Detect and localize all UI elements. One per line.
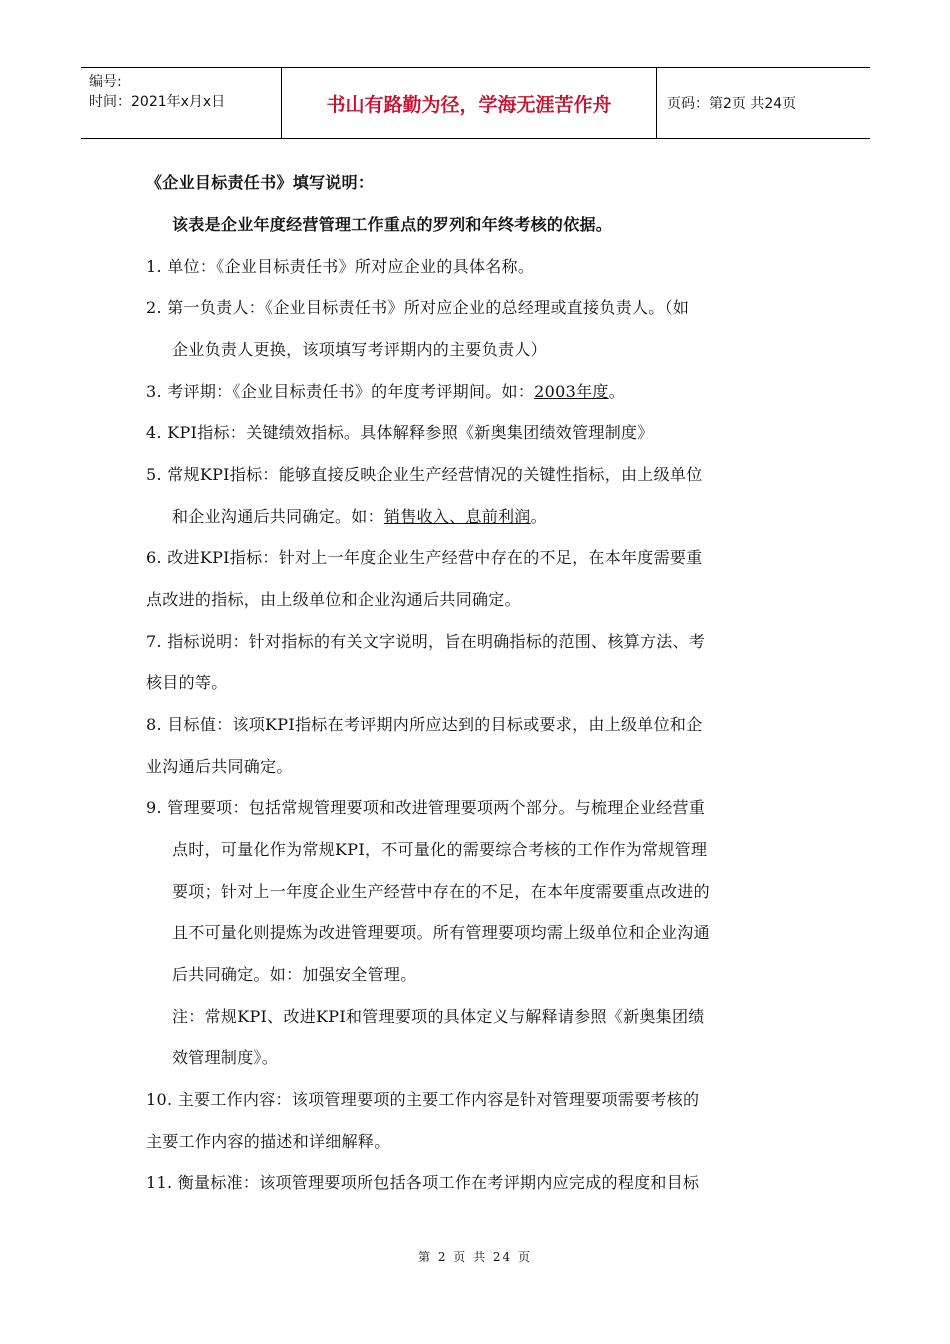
item-10-line-2: 主要工作内容的描述和详细解释。 xyxy=(146,1132,391,1151)
page-footer: 第 2 页 共 24 页 xyxy=(418,1250,532,1264)
item-3-text: 3. 考评期：《企业目标责任书》的年度考评期间。如： xyxy=(146,382,535,401)
item-11-line-1: 11. 衡量标准：该项管理要项所包括各项工作在考评期内应完成的程度和目标 xyxy=(146,1173,700,1192)
note-line-1: 注：常规KPI、改进KPI和管理要项的具体定义与解释请参照《新奥集团绩 xyxy=(172,1007,705,1026)
item-9-line-1: 9. 管理要项：包括常规管理要项和改进管理要项两个部分。与梳理企业经营重 xyxy=(146,798,706,817)
header-table xyxy=(81,67,870,139)
item-6-line-2: 点改进的指标，由上级单位和企业沟通后共同确定。 xyxy=(146,590,521,609)
doc-title: 《企业目标责任书》填写说明： xyxy=(146,173,375,192)
item-5-line-2 xyxy=(172,506,547,528)
item-6-line-1: 6. 改进KPI指标：针对上一年度企业生产经营中存在的不足，在本年度需要重 xyxy=(146,548,703,567)
item-5-example: 销售收入、息前利润 xyxy=(383,507,531,526)
item-5-text: 和企业沟通后共同确定。如： xyxy=(172,507,384,526)
item-2-line-1: 2. 第一负责人：《企业目标责任书》所对应企业的总经理或直接负责人。（如 xyxy=(146,298,690,317)
item-7-line-2: 核目的等。 xyxy=(146,673,228,692)
item-9-line-2: 点时，可量化作为常规KPI，不可量化的需要综合考核的工作作为常规管理 xyxy=(172,840,708,859)
motto: 书山有路勤为径，学海无涯苦作舟 xyxy=(281,68,657,138)
item-5-end: 。 xyxy=(530,507,547,526)
item-3-example: 2003年度 xyxy=(534,382,609,401)
item-9-line-4: 且不可量化则提炼为改进管理要项。所有管理要项均需上级单位和企业沟通 xyxy=(172,923,710,942)
time-label: 时间：2021年x月x日 xyxy=(89,94,226,110)
header-left-cell xyxy=(81,68,281,138)
item-8-line-2: 业沟通后共同确定。 xyxy=(146,757,293,776)
page-info: 页码：第2页 共24页 xyxy=(667,96,797,112)
item-9-line-5: 后共同确定。如：加强安全管理。 xyxy=(172,965,417,984)
item-9-line-3: 要项；针对上一年度企业生产经营中存在的不足，在本年度需要重点改进的 xyxy=(172,882,710,901)
item-8-line-1: 8. 目标值：该项KPI指标在考评期内所应达到的目标或要求，由上级单位和企 xyxy=(146,715,703,734)
number-label: 编号: xyxy=(89,74,122,90)
item-7-line-1: 7. 指标说明：针对指标的有关文字说明，旨在明确指标的范围、核算方法、考 xyxy=(146,632,706,651)
item-1: 1. 单位：《企业目标责任书》所对应企业的具体名称。 xyxy=(146,257,535,276)
intro-text: 该表是企业年度经营管理工作重点的罗列和年终考核的依据。 xyxy=(172,215,613,234)
item-5-line-1: 5. 常规KPI指标：能够直接反映企业生产经营情况的关键性指标，由上级单位 xyxy=(146,465,703,484)
note-line-2: 效管理制度》。 xyxy=(172,1048,279,1067)
item-4: 4. KPI指标：关键绩效指标。具体解释参照《新奥集团绩效管理制度》 xyxy=(146,423,654,442)
item-2-line-2: 企业负责人更换，该项填写考评期内的主要负责人） xyxy=(172,340,547,359)
item-10-line-1: 10. 主要工作内容：该项管理要项的主要工作内容是针对管理要项需要考核的 xyxy=(146,1090,700,1109)
item-3 xyxy=(146,381,625,403)
item-3-end: 。 xyxy=(608,382,625,401)
